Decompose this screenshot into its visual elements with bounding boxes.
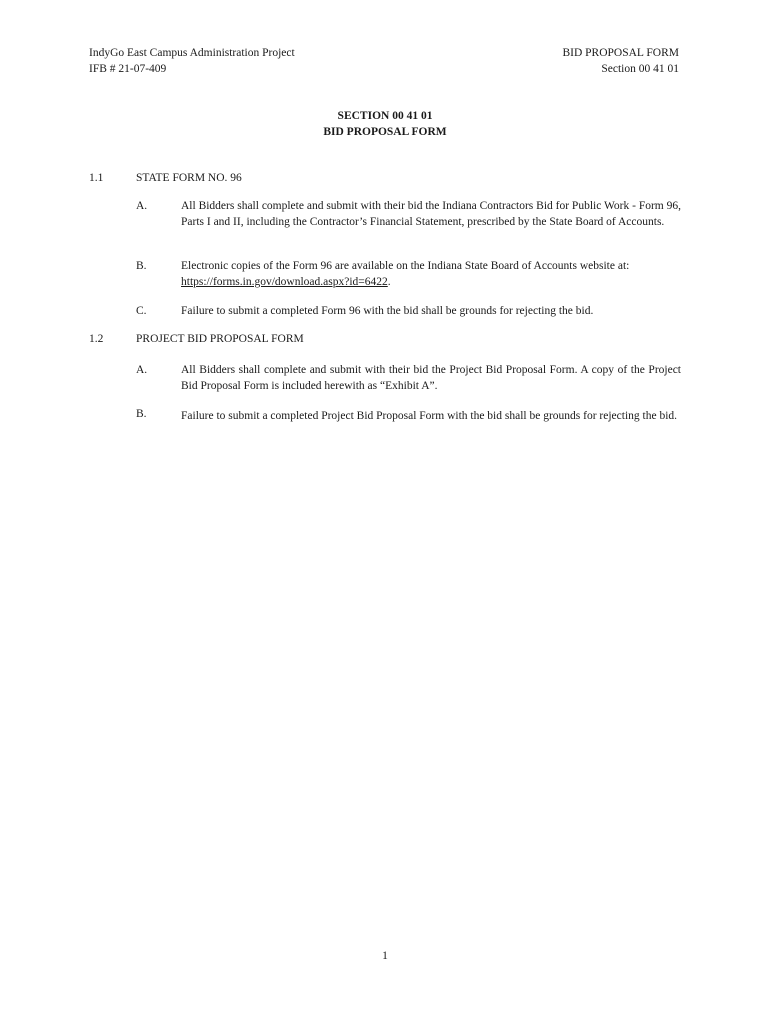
title-section-number: SECTION 00 41 01 <box>337 110 433 122</box>
item-text: Electronic copies of the Form 96 are available on the Indiana State Board of Accounts website at: <box>181 260 630 272</box>
item-letter: A. <box>136 200 148 212</box>
item-letter: A. <box>136 364 148 376</box>
item-letter: B. <box>136 408 147 420</box>
ifb-number: IFB # 21-07-409 <box>89 62 167 75</box>
document-title <box>0 109 770 140</box>
section-title: PROJECT BID PROPOSAL FORM <box>136 333 304 345</box>
section-title: STATE FORM NO. 96 <box>136 172 242 184</box>
form-name: BID PROPOSAL FORM <box>562 47 679 59</box>
section-number: 1.2 <box>89 333 104 345</box>
item-text: All Bidders shall complete and submit with their bid the Project Bid Proposal Form. A copy of the Project Bid Proposal Form is included herewith as “Exhibit A”. <box>181 364 681 392</box>
item-letter: C. <box>136 305 147 317</box>
item-text-period: . <box>387 275 391 288</box>
header-left <box>89 46 295 77</box>
item-text: Failure to submit a completed Project Bid Proposal Form with the bid shall be grounds for rejecting the bid. <box>181 410 678 422</box>
form96-download-link[interactable]: https://forms.in.gov/download.aspx?id=6422 <box>181 275 388 288</box>
page-number: 1 <box>382 950 388 962</box>
item-text: Failure to submit a completed Form 96 with the bid shall be grounds for rejecting the bid. <box>181 305 594 317</box>
header-right <box>562 46 679 77</box>
section-number: 1.1 <box>89 172 104 184</box>
section-reference: Section 00 41 01 <box>601 62 679 75</box>
project-name: IndyGo East Campus Administration Project <box>89 47 295 59</box>
item-text-block <box>181 259 681 290</box>
item-text: All Bidders shall complete and submit with their bid the Indiana Contractors Bid for Public Work - Form 96, Parts I and II, including the Contractor’s Financial Statement, prescribed by the State Board of Accounts. <box>181 200 681 228</box>
title-form-name: BID PROPOSAL FORM <box>323 125 447 138</box>
item-letter: B. <box>136 260 147 272</box>
